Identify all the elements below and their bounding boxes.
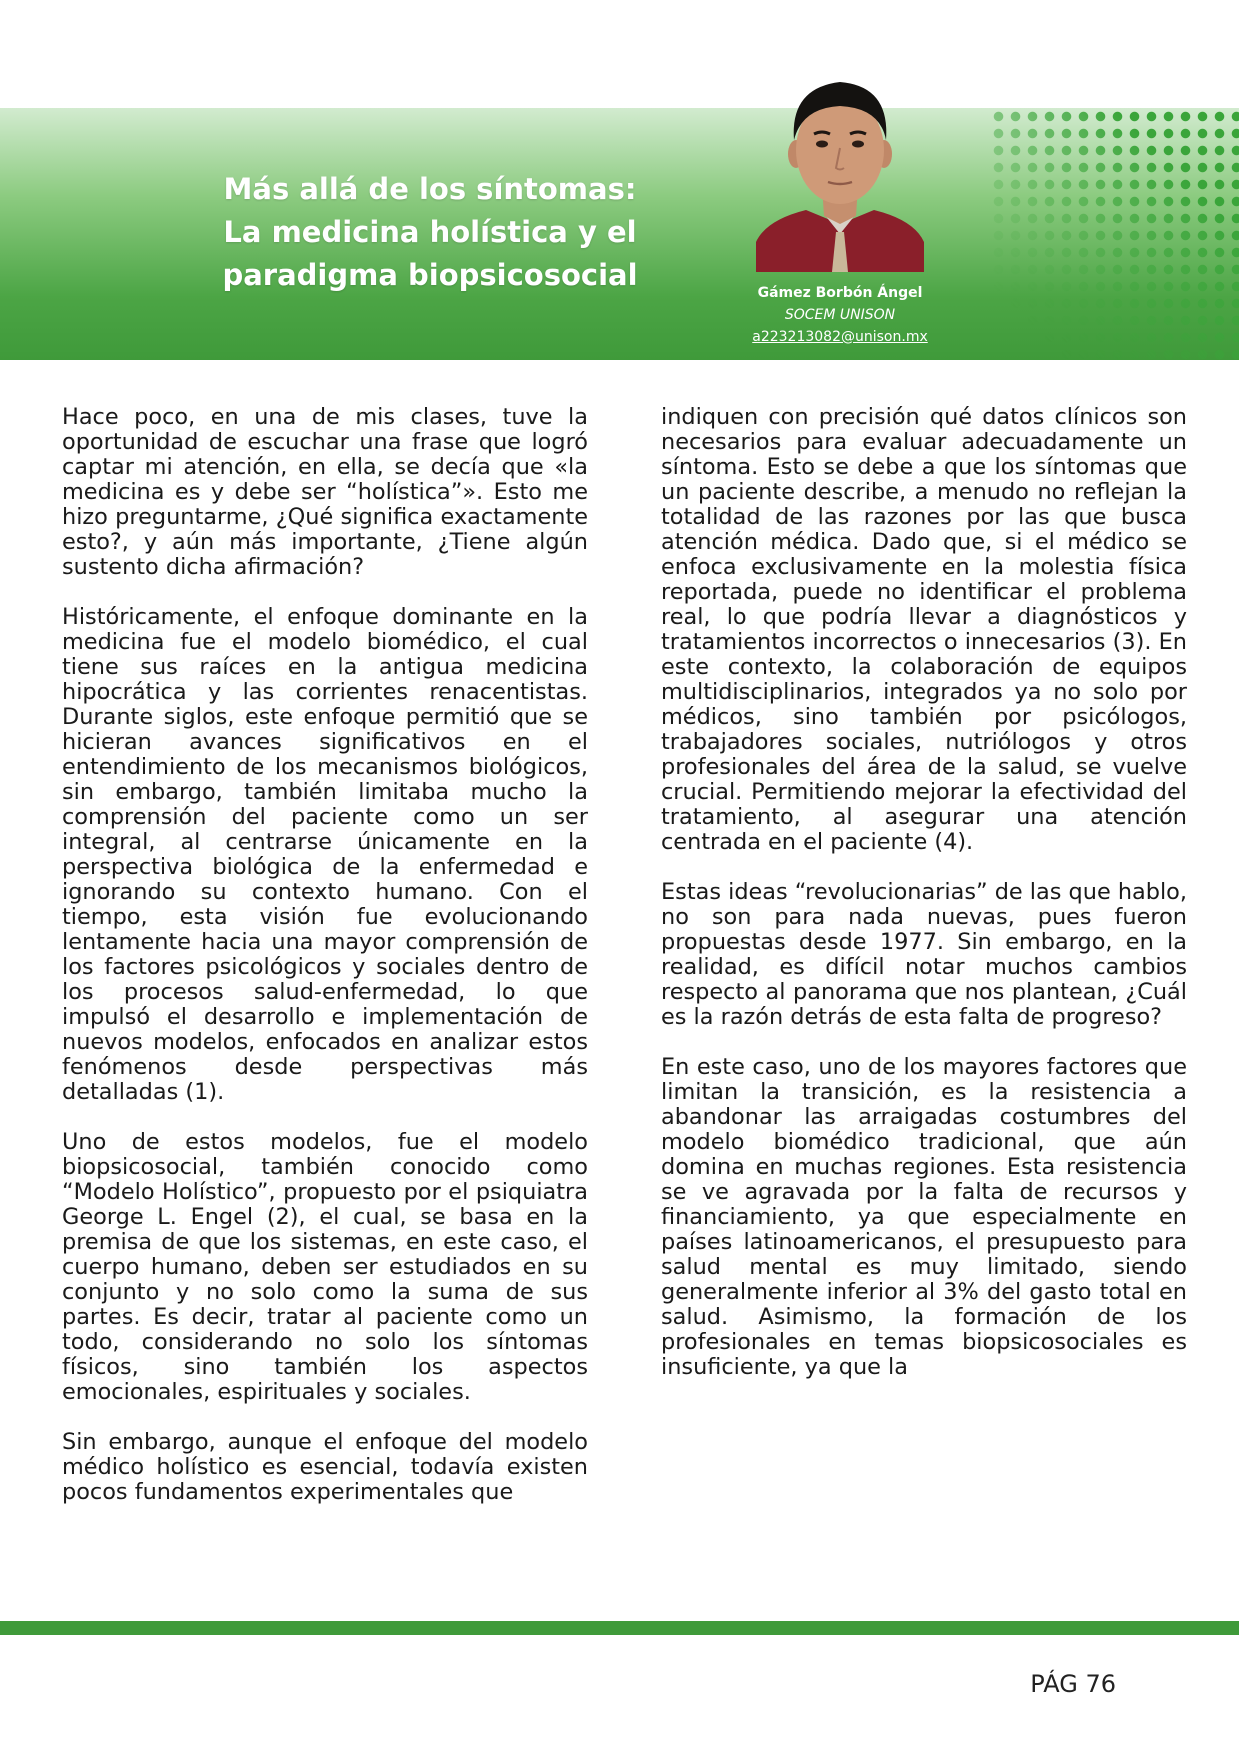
author-email-link[interactable]: a223213082@unison.mx [752,329,928,345]
paragraph: Sin embargo, aunque el enfoque del modelo médico holístico es esencial, todavía existen pocos fundamentos experimentales que [62,1429,588,1505]
paragraph: indiquen con precisión qué datos clínicos son necesarios para evaluar adecuadamente un síntoma. Esto se debe a que los síntomas que un paciente describe, a menudo no reflejan la totalidad de las razones por las que busca atención médica. Dado que, si el médico se enfoca exclusivamente en la molestia física reportada, puede no identificar el problema real, lo que podría llevar a diagnósticos y tratamientos incorrectos o innecesarios (3). En este contexto, la colaboración de equipos multidisciplinarios, integrados ya no solo por médicos, sino también por psicólogos, trabajadores sociales, nutriólogos y otros profesionales del área de la salud, se vuelve crucial. Permitiendo mejorar la efectividad del tratamiento, al asegurar una atención centrada en el paciente (4). [661,404,1187,855]
title-line-2: La medicina holística y el [223,215,637,249]
halftone-dots-decoration [990,108,1239,360]
paragraph: Uno de estos modelos, fue el modelo biopsicosocial, también conocido como “Modelo Holístico”, propuesto por el psiquiatra George L. Engel (2), el cual, se basa en la premisa de que los sistemas, en este caso, el cuerpo humano, deben ser estudiados en su conjunto y no solo como la suma de sus partes. Es decir, tratar al paciente como un todo, considerando no solo los síntomas físicos, sino también los aspectos emocionales, espirituales y sociales. [62,1129,588,1405]
paragraph: Estas ideas “revolucionarias” de las que hablo, no son para nada nuevas, pues fueron propuestas desde 1977. Sin embargo, en la realidad, es difícil notar muchos cambios respecto al panorama que nos plantean, ¿Cuál es la razón detrás de esta falta de progreso? [661,879,1187,1030]
paragraph: Históricamente, el enfoque dominante en la medicina fue el modelo biomédico, el cual tiene sus raíces en la antigua medicina hipocrática y las corrientes renacentistas. Durante siglos, este enfoque permitió que se hicieran avances significativos en el entendimiento de los mecanismos biológicos, sin embargo, también limitaba mucho la comprensión del paciente como un ser integral, al centrarse únicamente en la perspectiva biológica de la enfermedad e ignorando su contexto humano. Con el tiempo, esta visión fue evolucionando lentamente hacia una mayor comprensión de los factores psicológicos y sociales dentro de los procesos salud-enfermedad, lo que impulsó el desarrollo e implementación de nuevos modelos, enfocados en analizar estos fenómenos desde perspectivas más detalladas (1). [62,604,588,1105]
author-name: Gámez Borbón Ángel [757,285,923,301]
author-institution: SOCEM UNISON [784,307,896,323]
author-block [730,282,950,348]
article-title [210,168,650,297]
paragraph: Hace poco, en una de mis clases, tuve la oportunidad de escuchar una frase que logró captar mi atención, en ella, se decía que «la medicina es y debe ser “holística”». Esto me hizo preguntarme, ¿Qué significa exactamente esto?, y aún más importante, ¿Tiene algún sustento dicha afirmación? [62,404,588,580]
left-column [62,405,588,1530]
footer-divider [0,1621,1239,1635]
right-column [661,405,1187,1405]
title-line-1: Más allá de los síntomas: [223,172,637,206]
author-photo [756,74,924,272]
title-line-3: paradigma biopsicosocial [222,258,638,292]
paragraph: En este caso, uno de los mayores factores que limitan la transición, es la resistencia a abandonar las arraigadas costumbres del modelo biomédico tradicional, que aún domina en muchas regiones. Esta resistencia se ve agravada por la falta de recursos y financiamiento, ya que especialmente en países latinoamericanos, el presupuesto para salud mental es muy limitado, siendo generalmente inferior al 3% del gasto total en salud. Asimismo, la formación de los profesionales en temas biopsicosociales es insuficiente, ya que la [661,1054,1187,1380]
page-number: PÁG 76 [1030,1670,1116,1698]
